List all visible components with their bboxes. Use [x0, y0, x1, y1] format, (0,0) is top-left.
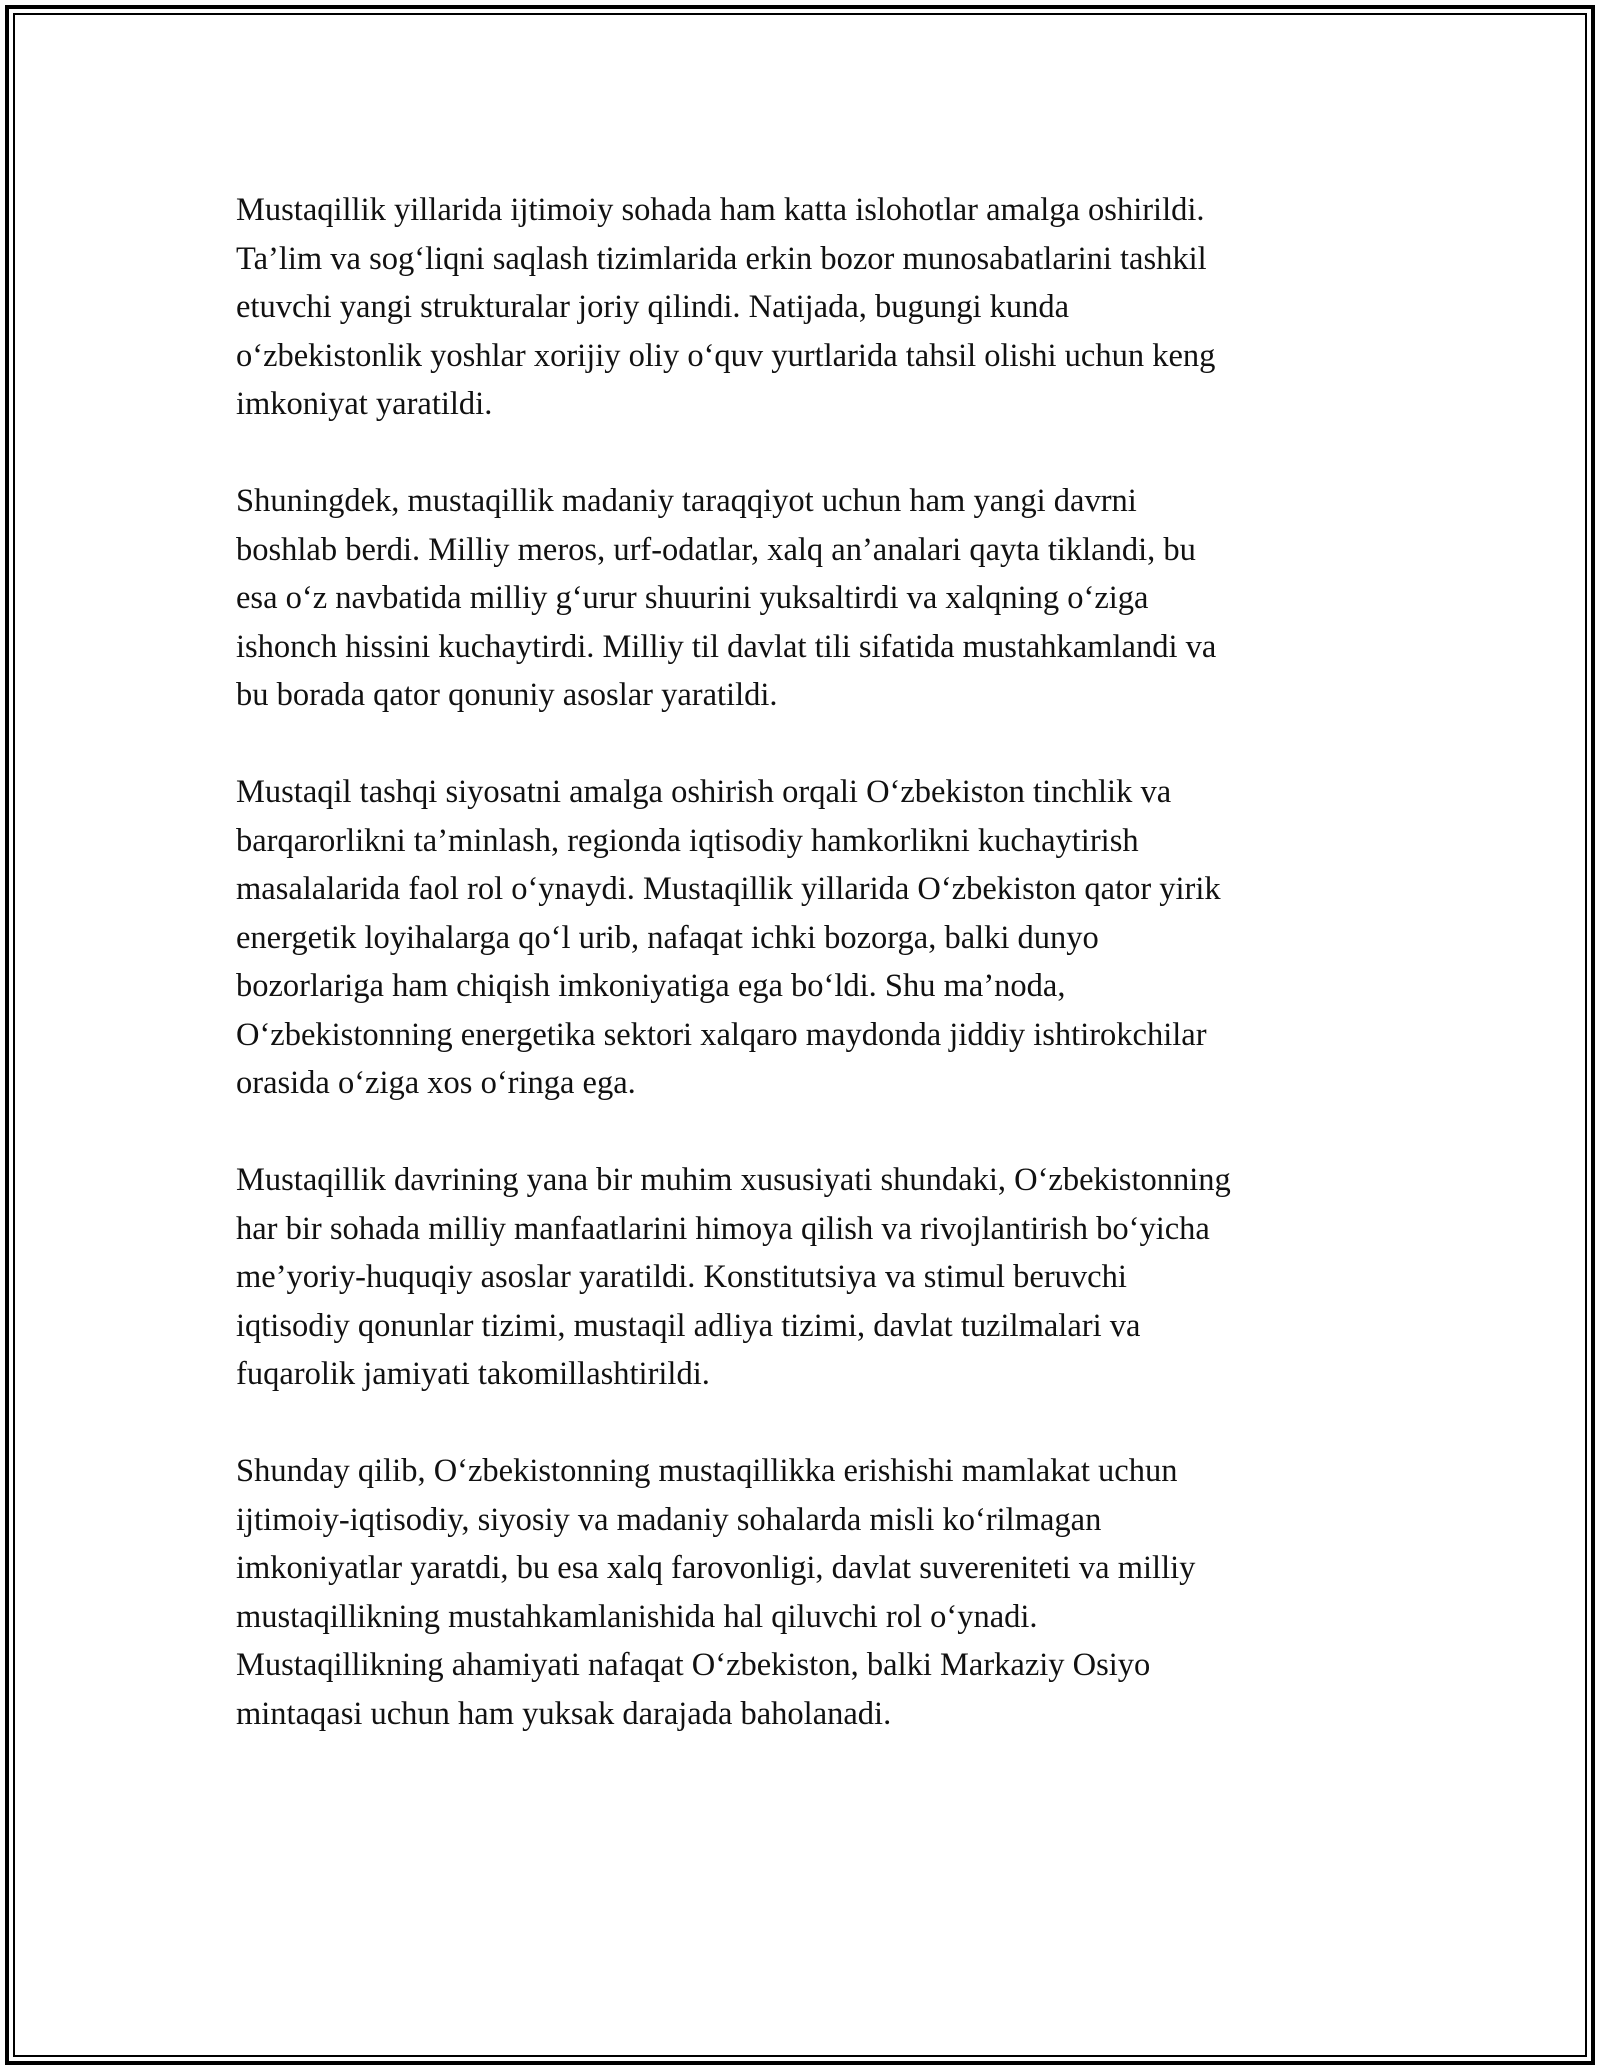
text-line: me’yoriy-huquqiy asoslar yaratildi. Konstitutsiya va stimul beruvchi — [236, 1259, 1127, 1295]
paragraph-3 — [236, 768, 1376, 1108]
text-line: etuvchi yangi strukturalar joriy qilindi. Natijada, bugungi kunda — [236, 289, 1070, 325]
text-line: bu borada qator qonuniy asoslar yaratildi. — [236, 677, 778, 713]
text-line: ishonch hissini kuchaytirdi. Milliy til davlat tili sifatida mustahkamlandi va — [236, 628, 1217, 665]
text-line: O‘zbekistonning energetika sektori xalqaro maydonda jiddiy ishtirokchilar — [236, 1016, 1207, 1053]
text-line: Mustaqillik davrining yana bir muhim xususiyati shundaki, O‘zbekistonning — [236, 1162, 1231, 1198]
paragraph-4 — [236, 1156, 1376, 1399]
text-line: bozorlariga ham chiqish imkoniyatiga ega bo‘ldi. Shu ma’noda, — [236, 968, 1066, 1004]
text-line: boshlab berdi. Milliy meros, urf-odatlar, xalq an’analari qayta tiklandi, bu — [236, 531, 1196, 568]
text-line: ijtimoiy-iqtisodiy, siyosiy va madaniy sohalarda misli ko‘rilmagan — [236, 1501, 1102, 1538]
text-line: Shunday qilib, O‘zbekistonning mustaqillikka erishishi mamlakat uchun — [236, 1453, 1178, 1489]
text-line: mintaqasi uchun ham yuksak darajada baholanadi. — [236, 1695, 892, 1732]
text-line: Mustaqil tashqi siyosatni amalga oshirish orqali O‘zbekiston tinchlik va — [236, 774, 1172, 810]
text-line: barqarorlikni ta’minlash, regionda iqtisodiy hamkorlikni kuchaytirish — [236, 822, 1139, 859]
text-line: imkoniyatlar yaratdi, bu esa xalq farovonligi, davlat suvereniteti va milliy — [236, 1550, 1196, 1586]
text-line: imkoniyat yaratildi. — [236, 386, 493, 422]
text-line: har bir sohada milliy manfaatlarini himoya qilish va rivojlantirish bo‘yicha — [236, 1210, 1210, 1247]
text-line: energetik loyihalarga qo‘l urib, nafaqat ichki bozorga, balki dunyo — [236, 919, 1099, 956]
text-line: iqtisodiy qonunlar tizimi, mustaqil adliya tizimi, davlat tuzilmalari va — [236, 1307, 1141, 1344]
text-line: Mustaqillik yillarida ijtimoiy sohada ham katta islohotlar amalga oshirildi. — [236, 192, 1205, 228]
text-line: mustaqillikning mustahkamlanishida hal qiluvchi rol o‘ynadi. — [236, 1598, 1038, 1635]
document-body — [236, 186, 1376, 1787]
text-line: esa o‘z navbatida milliy g‘urur shuurini yuksaltirdi va xalqning o‘ziga — [236, 580, 1149, 616]
text-line: Ta’lim va sog‘liqni saqlash tizimlarida erkin bozor munosabatlarini tashkil — [236, 240, 1207, 277]
text-line: Shuningdek, mustaqillik madaniy taraqqiyot uchun ham yangi davrni — [236, 483, 1137, 519]
text-line: orasida o‘ziga xos o‘ringa ega. — [236, 1065, 636, 1101]
text-line: Mustaqillikning ahamiyati nafaqat O‘zbekiston, balki Markaziy Osiyo — [236, 1647, 1151, 1683]
paragraph-5 — [236, 1447, 1376, 1738]
text-line: masalalarida faol rol o‘ynaydi. Mustaqillik yillarida O‘zbekiston qator yirik — [236, 871, 1221, 907]
text-line: o‘zbekistonlik yoshlar xorijiy oliy o‘quv yurtlarida tahsil olishi uchun keng — [236, 337, 1216, 374]
paragraph-2 — [236, 477, 1376, 720]
text-line: fuqarolik jamiyati takomillashtirildi. — [236, 1356, 710, 1392]
paragraph-1 — [236, 186, 1376, 429]
